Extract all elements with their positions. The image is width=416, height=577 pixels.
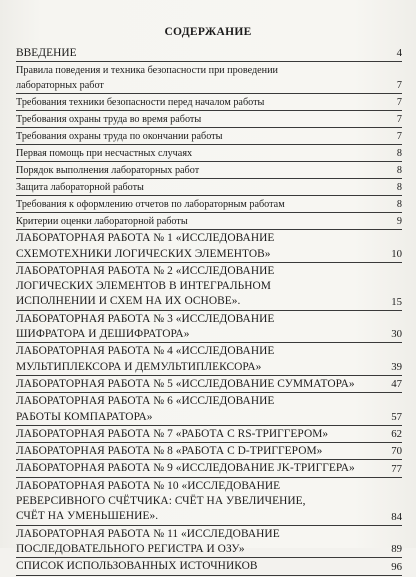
toc-entry-title: [16, 163, 382, 178]
toc-entry-page-number: 8: [396, 182, 402, 194]
toc-entry-line: ЛАБОРАТОРНАЯ РАБОТА № 6 «ИССЛЕДОВАНИЕ: [16, 395, 275, 408]
toc-entry-line: ЛАБОРАТОРНАЯ РАБОТА № 5 «ИССЛЕДОВАНИЕ СУММАТОРА»: [16, 377, 355, 390]
toc-entry-line: ЛАБОРАТОРНАЯ РАБОТА № 11 «ИССЛЕДОВАНИЕ: [16, 527, 280, 540]
toc-entry-title: [16, 479, 382, 525]
toc-entry-page-number: 47: [391, 378, 402, 391]
toc-entry-title: [16, 112, 382, 127]
toc-entry-title: [16, 427, 382, 442]
toc-entry-line: Защита лабораторной работы: [16, 182, 144, 194]
toc-entry-title: [16, 95, 382, 110]
toc-entry-line: Правила поведения и техника безопасности при проведении: [16, 65, 279, 77]
toc-entry-page-number: 7: [396, 131, 402, 143]
toc-entry-line: СЧЁТ НА УМЕНЬШЕНИЕ».: [16, 510, 159, 523]
page-title: СОДЕРЖАНИЕ: [164, 26, 252, 38]
toc-entry: [16, 312, 402, 344]
toc-entry-line: ЛАБОРАТОРНАЯ РАБОТА № 10 «ИССЛЕДОВАНИЕ: [16, 479, 281, 492]
toc-entry: [16, 180, 402, 196]
toc-entry-page-number: 30: [391, 328, 402, 341]
toc-entry-line: ШИФРАТОРА И ДЕШИФРАТОРА»: [16, 328, 190, 341]
toc-entry-line: Требования охраны труда по окончании работы: [16, 131, 223, 143]
toc-entry-line: Требования охраны труда во время работы: [16, 114, 202, 126]
toc-entry: [16, 46, 402, 62]
toc-entry-title: [16, 197, 382, 212]
toc-entry-page-number: 8: [396, 165, 402, 177]
toc-entry-line: Требования к оформлению отчетов по лабораторным работам: [16, 199, 285, 211]
toc-entry-page-number: 7: [396, 114, 402, 126]
toc-entry-line: ПОСЛЕДОВАТЕЛЬНОГО РЕГИСТРА И ОЗУ»: [16, 542, 245, 555]
toc-entry: [16, 479, 402, 526]
toc-entry-line: МУЛЬТИПЛЕКСОРА И ДЕМУЛЬТИПЛЕКСОРА»: [16, 360, 262, 373]
toc-entry-page-number: 15: [391, 295, 402, 308]
table-of-contents: [16, 46, 402, 577]
toc-entry-line: Требования техники безопасности перед началом работы: [16, 97, 265, 109]
toc-entry-page-number: 57: [391, 410, 402, 423]
toc-entry-page-number: 77: [391, 462, 402, 475]
toc-entry-page-number: 96: [391, 560, 402, 573]
toc-entry: [16, 129, 402, 145]
toc-entry-title: [16, 377, 382, 392]
toc-entry-page-number: 4: [396, 47, 402, 60]
toc-entry-title: [16, 444, 382, 459]
toc-entry-title: [16, 231, 382, 262]
toc-entry: [16, 197, 402, 213]
toc-entry: [16, 163, 402, 179]
toc-entry: [16, 112, 402, 128]
toc-entry: [16, 444, 402, 460]
toc-entry-title: [16, 46, 382, 61]
toc-entry-page-number: 62: [391, 428, 402, 441]
toc-entry: [16, 377, 402, 393]
toc-entry-page-number: 9: [396, 216, 402, 228]
toc-entry-line: Первая помощь при несчастных случаях: [16, 148, 193, 160]
toc-entry: [16, 63, 402, 94]
toc-entry-line: ЛАБОРАТОРНАЯ РАБОТА № 1 «ИССЛЕДОВАНИЕ: [16, 232, 275, 245]
toc-entry: [16, 394, 402, 426]
toc-entry-title: [16, 559, 382, 574]
toc-entry-page-number: 8: [396, 199, 402, 211]
toc-entry-title: [16, 63, 382, 93]
toc-entry-line: СПИСОК ИСПОЛЬЗОВАННЫХ ИСТОЧНИКОВ: [16, 560, 258, 573]
toc-entry-page-number: 7: [396, 97, 402, 109]
toc-entry-line: ЛАБОРАТОРНАЯ РАБОТА № 8 «РАБОТА С D-ТРИГГЕРОМ»: [16, 445, 323, 458]
toc-entry-line: ЛАБОРАТОРНАЯ РАБОТА № 4 «ИССЛЕДОВАНИЕ: [16, 345, 275, 358]
toc-entry-line: РАБОТЫ КОМПАРАТОРА»: [16, 410, 153, 423]
toc-entry-line: ВВЕДЕНИЕ: [16, 47, 77, 59]
toc-entry-line: Критерии оценки лабораторной работы: [16, 216, 188, 228]
toc-entry-page-number: 7: [396, 80, 402, 92]
toc-entry-line: ЛАБОРАТОРНАЯ РАБОТА № 7 «РАБОТА С RS-ТРИГГЕРОМ»: [16, 427, 329, 440]
toc-entry-page-number: 84: [391, 510, 402, 523]
toc-entry-page-number: 10: [391, 247, 402, 260]
toc-entry: [16, 559, 402, 575]
toc-entry-page-number: 8: [396, 148, 402, 160]
toc-entry: [16, 95, 402, 111]
toc-entry-title: [16, 527, 382, 558]
toc-entry-line: ЛАБОРАТОРНАЯ РАБОТА № 2 «ИССЛЕДОВАНИЕ: [16, 264, 275, 277]
toc-entry-line: РЕВЕРСИВНОГО СЧЁТЧИКА: СЧЁТ НА УВЕЛИЧЕНИЕ,: [16, 495, 306, 508]
toc-entry-line: ЛАБОРАТОРНАЯ РАБОТА № 3 «ИССЛЕДОВАНИЕ: [16, 312, 275, 325]
toc-entry-page-number: 89: [391, 543, 402, 556]
toc-entry-title: [16, 344, 382, 375]
toc-entry-line: лабораторных работ: [16, 80, 104, 92]
toc-entry-line: СХЕМОТЕХНИКИ ЛОГИЧЕСКИХ ЭЛЕМЕНТОВ»: [16, 247, 271, 260]
toc-entry-page-number: 70: [391, 445, 402, 458]
toc-entry-line: ЛОГИЧЕСКИХ ЭЛЕМЕНТОВ В ИНТЕГРАЛЬНОМ: [16, 280, 271, 293]
toc-entry: [16, 214, 402, 230]
toc-entry-title: [16, 264, 382, 310]
toc-entry: [16, 146, 402, 162]
toc-entry-line: ЛАБОРАТОРНАЯ РАБОТА № 9 «ИССЛЕДОВАНИЕ JK-ТРИГГЕРА»: [16, 462, 355, 475]
toc-entry-line: ИСПОЛНЕНИИ И СХЕМ НА ИХ ОСНОВЕ».: [16, 295, 241, 308]
toc-entry-title: [16, 461, 382, 476]
toc-entry-title: [16, 394, 382, 425]
toc-entry-title: [16, 312, 382, 343]
toc-entry-title: [16, 146, 382, 161]
toc-entry: [16, 527, 402, 559]
toc-entry: [16, 461, 402, 477]
toc-entry-title: [16, 180, 382, 195]
toc-entry-page-number: 39: [391, 360, 402, 373]
toc-entry: [16, 427, 402, 443]
toc-entry-line: Порядок выполнения лабораторных работ: [16, 165, 200, 177]
toc-entry: [16, 231, 402, 263]
toc-entry-title: [16, 214, 382, 229]
toc-entry: [16, 344, 402, 376]
toc-entry-title: [16, 129, 382, 144]
toc-entry: [16, 264, 402, 311]
